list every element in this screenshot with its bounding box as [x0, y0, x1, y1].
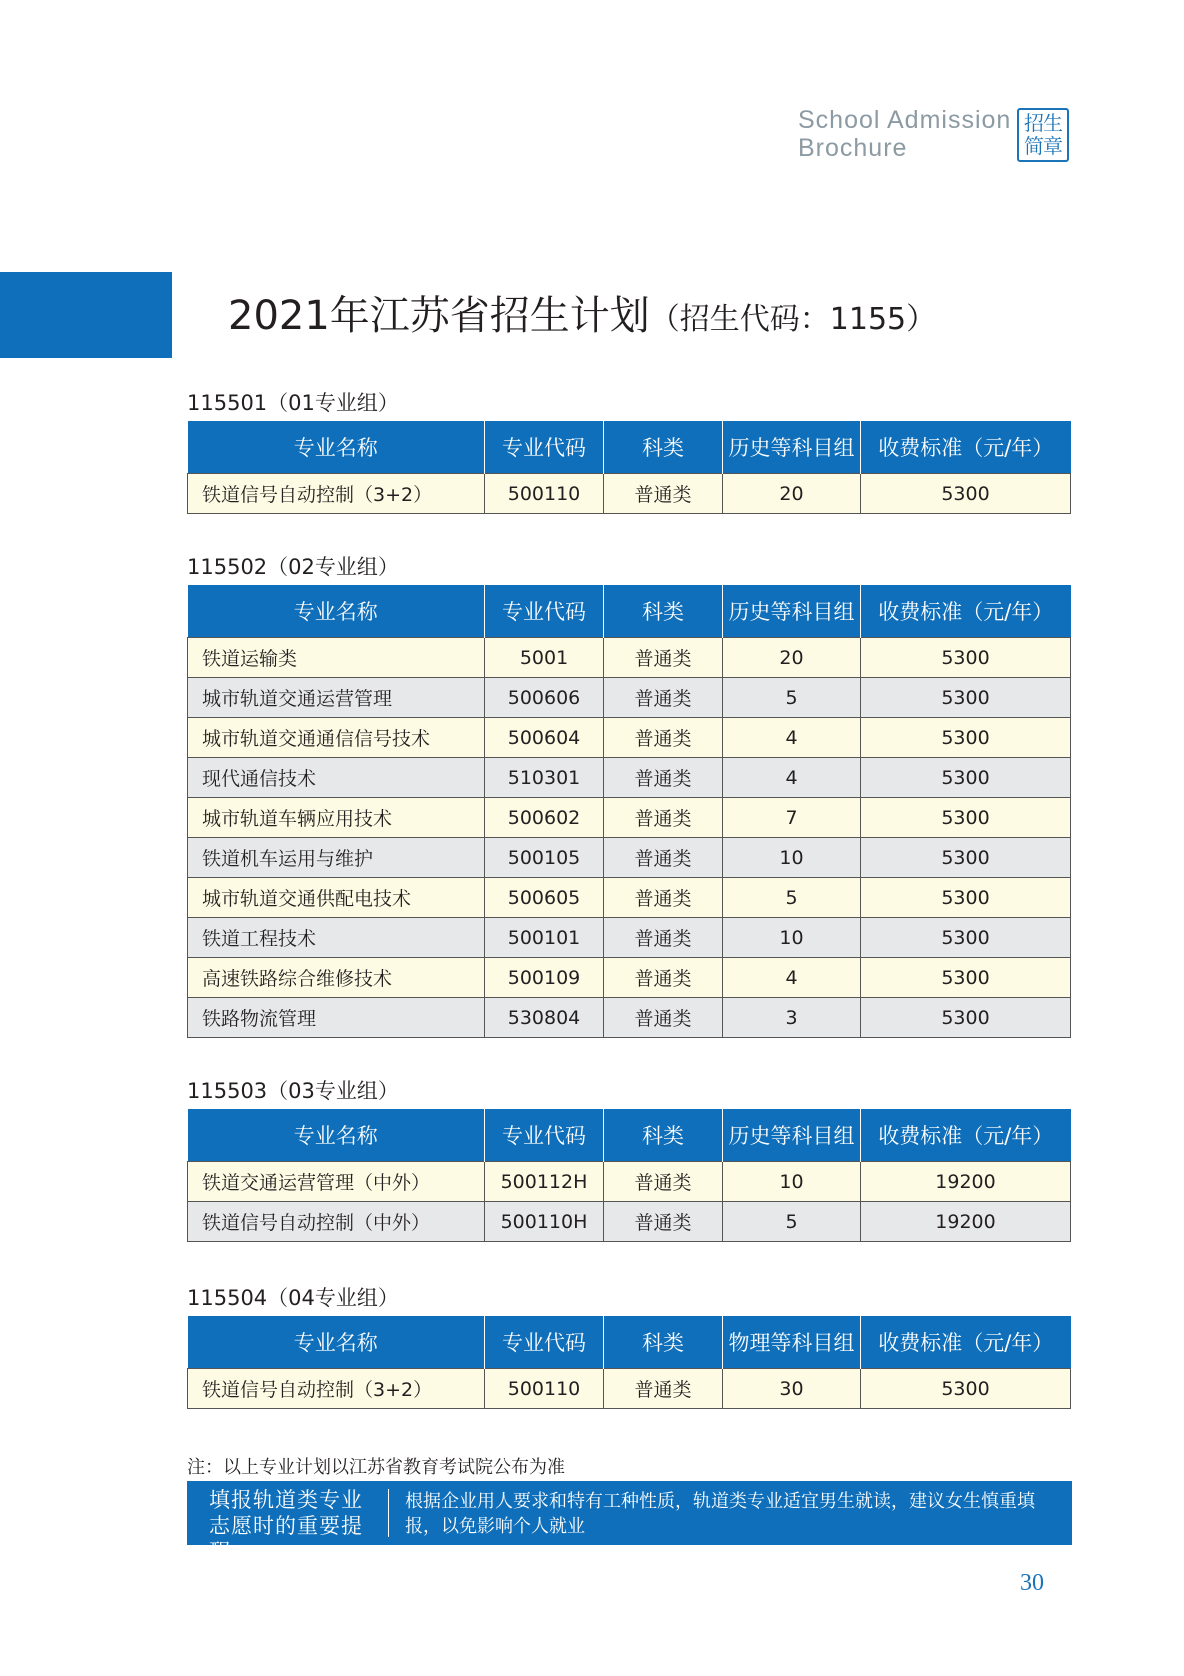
- plan-table-group-04: [187, 1316, 1071, 1409]
- column-header: 收费标准（元/年）: [861, 421, 1071, 474]
- quota: 20: [723, 474, 861, 514]
- table-row: [188, 638, 1071, 678]
- major-name: 高速铁路综合维修技术: [188, 958, 485, 998]
- category: 普通类: [604, 1369, 723, 1409]
- major-code: 500602: [485, 798, 604, 838]
- tuition: 5300: [861, 1369, 1071, 1409]
- group-label-03: 115503（03专业组）: [187, 1079, 399, 1103]
- major-name: 城市轨道车辆应用技术: [188, 798, 485, 838]
- column-header: 专业代码: [485, 1316, 604, 1369]
- plan-table-group-03: [187, 1109, 1071, 1242]
- category: 普通类: [604, 1162, 723, 1202]
- major-code: 500112H: [485, 1162, 604, 1202]
- major-code: 500604: [485, 718, 604, 758]
- tuition: 5300: [861, 718, 1071, 758]
- category: 普通类: [604, 918, 723, 958]
- tuition: 5300: [861, 798, 1071, 838]
- column-header: 科类: [604, 1316, 723, 1369]
- major-name: 铁路物流管理: [188, 998, 485, 1038]
- quota: 4: [723, 758, 861, 798]
- major-name: 铁道交通运营管理（中外）: [188, 1162, 485, 1202]
- reminder-divider: [388, 1489, 389, 1537]
- brochure-line-2: Brochure: [798, 134, 908, 162]
- tuition: 5300: [861, 758, 1071, 798]
- brochure-stamp: [1017, 108, 1069, 162]
- tuition: 5300: [861, 474, 1071, 514]
- table-row: [188, 474, 1071, 514]
- quota: 5: [723, 878, 861, 918]
- tuition: 5300: [861, 918, 1071, 958]
- footnote: 注：以上专业计划以江苏省教育考试院公布为准: [187, 1457, 565, 1478]
- major-name: 铁道机车运用与维护: [188, 838, 485, 878]
- group-label-01: 115501（01专业组）: [187, 391, 399, 415]
- major-name: 现代通信技术: [188, 758, 485, 798]
- major-name: 铁道信号自动控制（3+2）: [188, 1369, 485, 1409]
- quota: 5: [723, 678, 861, 718]
- category: 普通类: [604, 638, 723, 678]
- category: 普通类: [604, 958, 723, 998]
- quota: 5: [723, 1202, 861, 1242]
- stamp-line-2: 简章: [1024, 134, 1062, 158]
- reminder-banner: [187, 1481, 1072, 1564]
- table-row: [188, 918, 1071, 958]
- major-name: 铁道信号自动控制（3+2）: [188, 474, 485, 514]
- column-header: 收费标准（元/年）: [861, 1316, 1071, 1369]
- major-code: 500606: [485, 678, 604, 718]
- group-label-04: 115504（04专业组）: [187, 1286, 399, 1310]
- table-row: [188, 1162, 1071, 1202]
- table-row: [188, 838, 1071, 878]
- page-title-sub: （招生代码：1155）: [649, 302, 937, 337]
- tuition: 5300: [861, 998, 1071, 1038]
- group-label-02: 115502（02专业组）: [187, 555, 399, 579]
- stamp-line-1: 招生: [1024, 111, 1062, 135]
- major-code: 530804: [485, 998, 604, 1038]
- column-header: 科类: [604, 585, 723, 638]
- column-header: 历史等科目组: [723, 421, 861, 474]
- quota: 10: [723, 918, 861, 958]
- quota: 10: [723, 1162, 861, 1202]
- page-title-main: 2021年江苏省招生计划: [228, 293, 650, 339]
- column-header: 专业代码: [485, 1109, 604, 1162]
- category: 普通类: [604, 474, 723, 514]
- quota: 7: [723, 798, 861, 838]
- brochure-line-1: School Admission: [798, 106, 1012, 134]
- page-number: 30: [1020, 1570, 1044, 1596]
- category: 普通类: [604, 758, 723, 798]
- quota: 10: [723, 838, 861, 878]
- reminder-body: 根据企业用人要求和特有工种性质，轨道类专业适宜男生就读，建议女生慎重填报，以免影响个人就业: [405, 1491, 1035, 1537]
- table-row: [188, 758, 1071, 798]
- column-header: 专业代码: [485, 421, 604, 474]
- page-title: [228, 290, 936, 346]
- column-header: 历史等科目组: [723, 585, 861, 638]
- tuition: 5300: [861, 878, 1071, 918]
- column-header: 专业名称: [188, 585, 485, 638]
- tuition: 19200: [861, 1162, 1071, 1202]
- quota: 20: [723, 638, 861, 678]
- column-header: 专业代码: [485, 585, 604, 638]
- major-name: 铁道运输类: [188, 638, 485, 678]
- major-name: 铁道工程技术: [188, 918, 485, 958]
- quota: 3: [723, 998, 861, 1038]
- column-header: 科类: [604, 421, 723, 474]
- category: 普通类: [604, 798, 723, 838]
- tuition: 5300: [861, 838, 1071, 878]
- major-code: 5001: [485, 638, 604, 678]
- brochure-label: [798, 106, 1014, 162]
- category: 普通类: [604, 998, 723, 1038]
- tuition: 19200: [861, 1202, 1071, 1242]
- major-code: 500110H: [485, 1202, 604, 1242]
- reminder-title: 填报轨道类专业志愿时的重要提醒: [209, 1488, 363, 1564]
- table-row: [188, 958, 1071, 998]
- column-header: 专业名称: [188, 1109, 485, 1162]
- category: 普通类: [604, 878, 723, 918]
- major-name: 城市轨道交通供配电技术: [188, 878, 485, 918]
- major-code: 500101: [485, 918, 604, 958]
- column-header: 收费标准（元/年）: [861, 585, 1071, 638]
- column-header: 科类: [604, 1109, 723, 1162]
- major-name: 城市轨道交通通信信号技术: [188, 718, 485, 758]
- column-header: 物理等科目组: [723, 1316, 861, 1369]
- major-code: 510301: [485, 758, 604, 798]
- major-code: 500105: [485, 838, 604, 878]
- category: 普通类: [604, 838, 723, 878]
- table-row: [188, 718, 1071, 758]
- table-row: [188, 678, 1071, 718]
- column-header: 专业名称: [188, 421, 485, 474]
- quota: 30: [723, 1369, 861, 1409]
- major-code: 500109: [485, 958, 604, 998]
- tuition: 5300: [861, 638, 1071, 678]
- plan-table-group-02: [187, 585, 1071, 1038]
- major-code: 500605: [485, 878, 604, 918]
- table-row: [188, 798, 1071, 838]
- major-name: 城市轨道交通运营管理: [188, 678, 485, 718]
- table-row: [188, 1202, 1071, 1242]
- column-header: 收费标准（元/年）: [861, 1109, 1071, 1162]
- table-row: [188, 998, 1071, 1038]
- major-name: 铁道信号自动控制（中外）: [188, 1202, 485, 1242]
- category: 普通类: [604, 1202, 723, 1242]
- table-row: [188, 878, 1071, 918]
- column-header: 历史等科目组: [723, 1109, 861, 1162]
- category: 普通类: [604, 718, 723, 758]
- tuition: 5300: [861, 678, 1071, 718]
- title-accent-block: [0, 272, 172, 358]
- tuition: 5300: [861, 958, 1071, 998]
- column-header: 专业名称: [188, 1316, 485, 1369]
- category: 普通类: [604, 678, 723, 718]
- plan-table-group-01: [187, 421, 1071, 514]
- table-row: [188, 1369, 1071, 1409]
- quota: 4: [723, 958, 861, 998]
- quota: 4: [723, 718, 861, 758]
- major-code: 500110: [485, 474, 604, 514]
- major-code: 500110: [485, 1369, 604, 1409]
